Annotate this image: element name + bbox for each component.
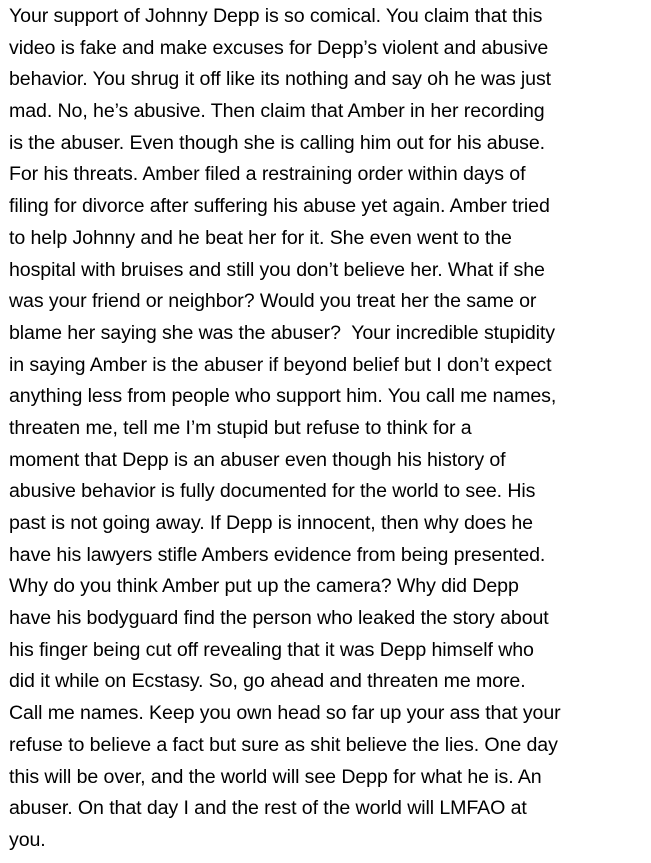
text-line: threaten me, tell me I’m stupid but refuse to think for a [9,416,472,439]
text-line: have his bodyguard find the person who leaked the story about [9,607,549,630]
text-line: Your support of Johnny Depp is so comical. You claim that this [9,5,543,27]
text-line: blame her saying she was the abuser? Your incredible stupidity [9,321,555,344]
text-line: this will be over, and the world will see Depp for what he is. An [9,765,542,788]
text-line: refuse to believe a fact but sure as shit believe the lies. One day [9,733,558,756]
document-body [9,1,649,857]
text-line: you. [9,828,46,851]
text-line: For his threats. Amber filed a restraining order within days of [9,163,526,186]
text-line: behavior. You shrug it off like its nothing and say oh he was just [9,68,552,91]
text-line: mad. No, he’s abusive. Then claim that Amber in her recording [9,100,545,123]
text-line: past is not going away. If Depp is innocent, then why does he [9,512,533,534]
text-line: to help Johnny and he beat her for it. She even went to the [9,226,512,249]
text-line: moment that Depp is an abuser even though his history of [9,448,506,471]
text-line: was your friend or neighbor? Would you treat her the same or [9,290,537,313]
text-line: in saying Amber is the abuser if beyond belief but I don’t expect [9,353,552,376]
text-line: Call me names. Keep you own head so far up your ass that your [9,702,561,725]
text-line: is the abuser. Even though she is calling him out for his abuse. [9,131,546,154]
text-line: video is fake and make excuses for Depp’s violent and abusive [9,36,549,59]
text-line: filing for divorce after suffering his abuse yet again. Amber tried [9,195,550,218]
text-line: Why do you think Amber put up the camera? Why did Depp [9,575,519,598]
text-line: abuser. On that day I and the rest of the world will LMFAO at [9,797,527,820]
text-line: abusive behavior is fully documented for the world to see. His [9,480,536,503]
text-line: anything less from people who support him. You call me names, [9,385,557,408]
text-line: have his lawyers stifle Ambers evidence from being presented. [9,543,546,566]
text-line: his finger being cut off revealing that it was Depp himself who [9,638,534,661]
text-line: did it while on Ecstasy. So, go ahead and threaten me more. [9,670,526,693]
text-line: hospital with bruises and still you don’t believe her. What if she [9,258,545,281]
